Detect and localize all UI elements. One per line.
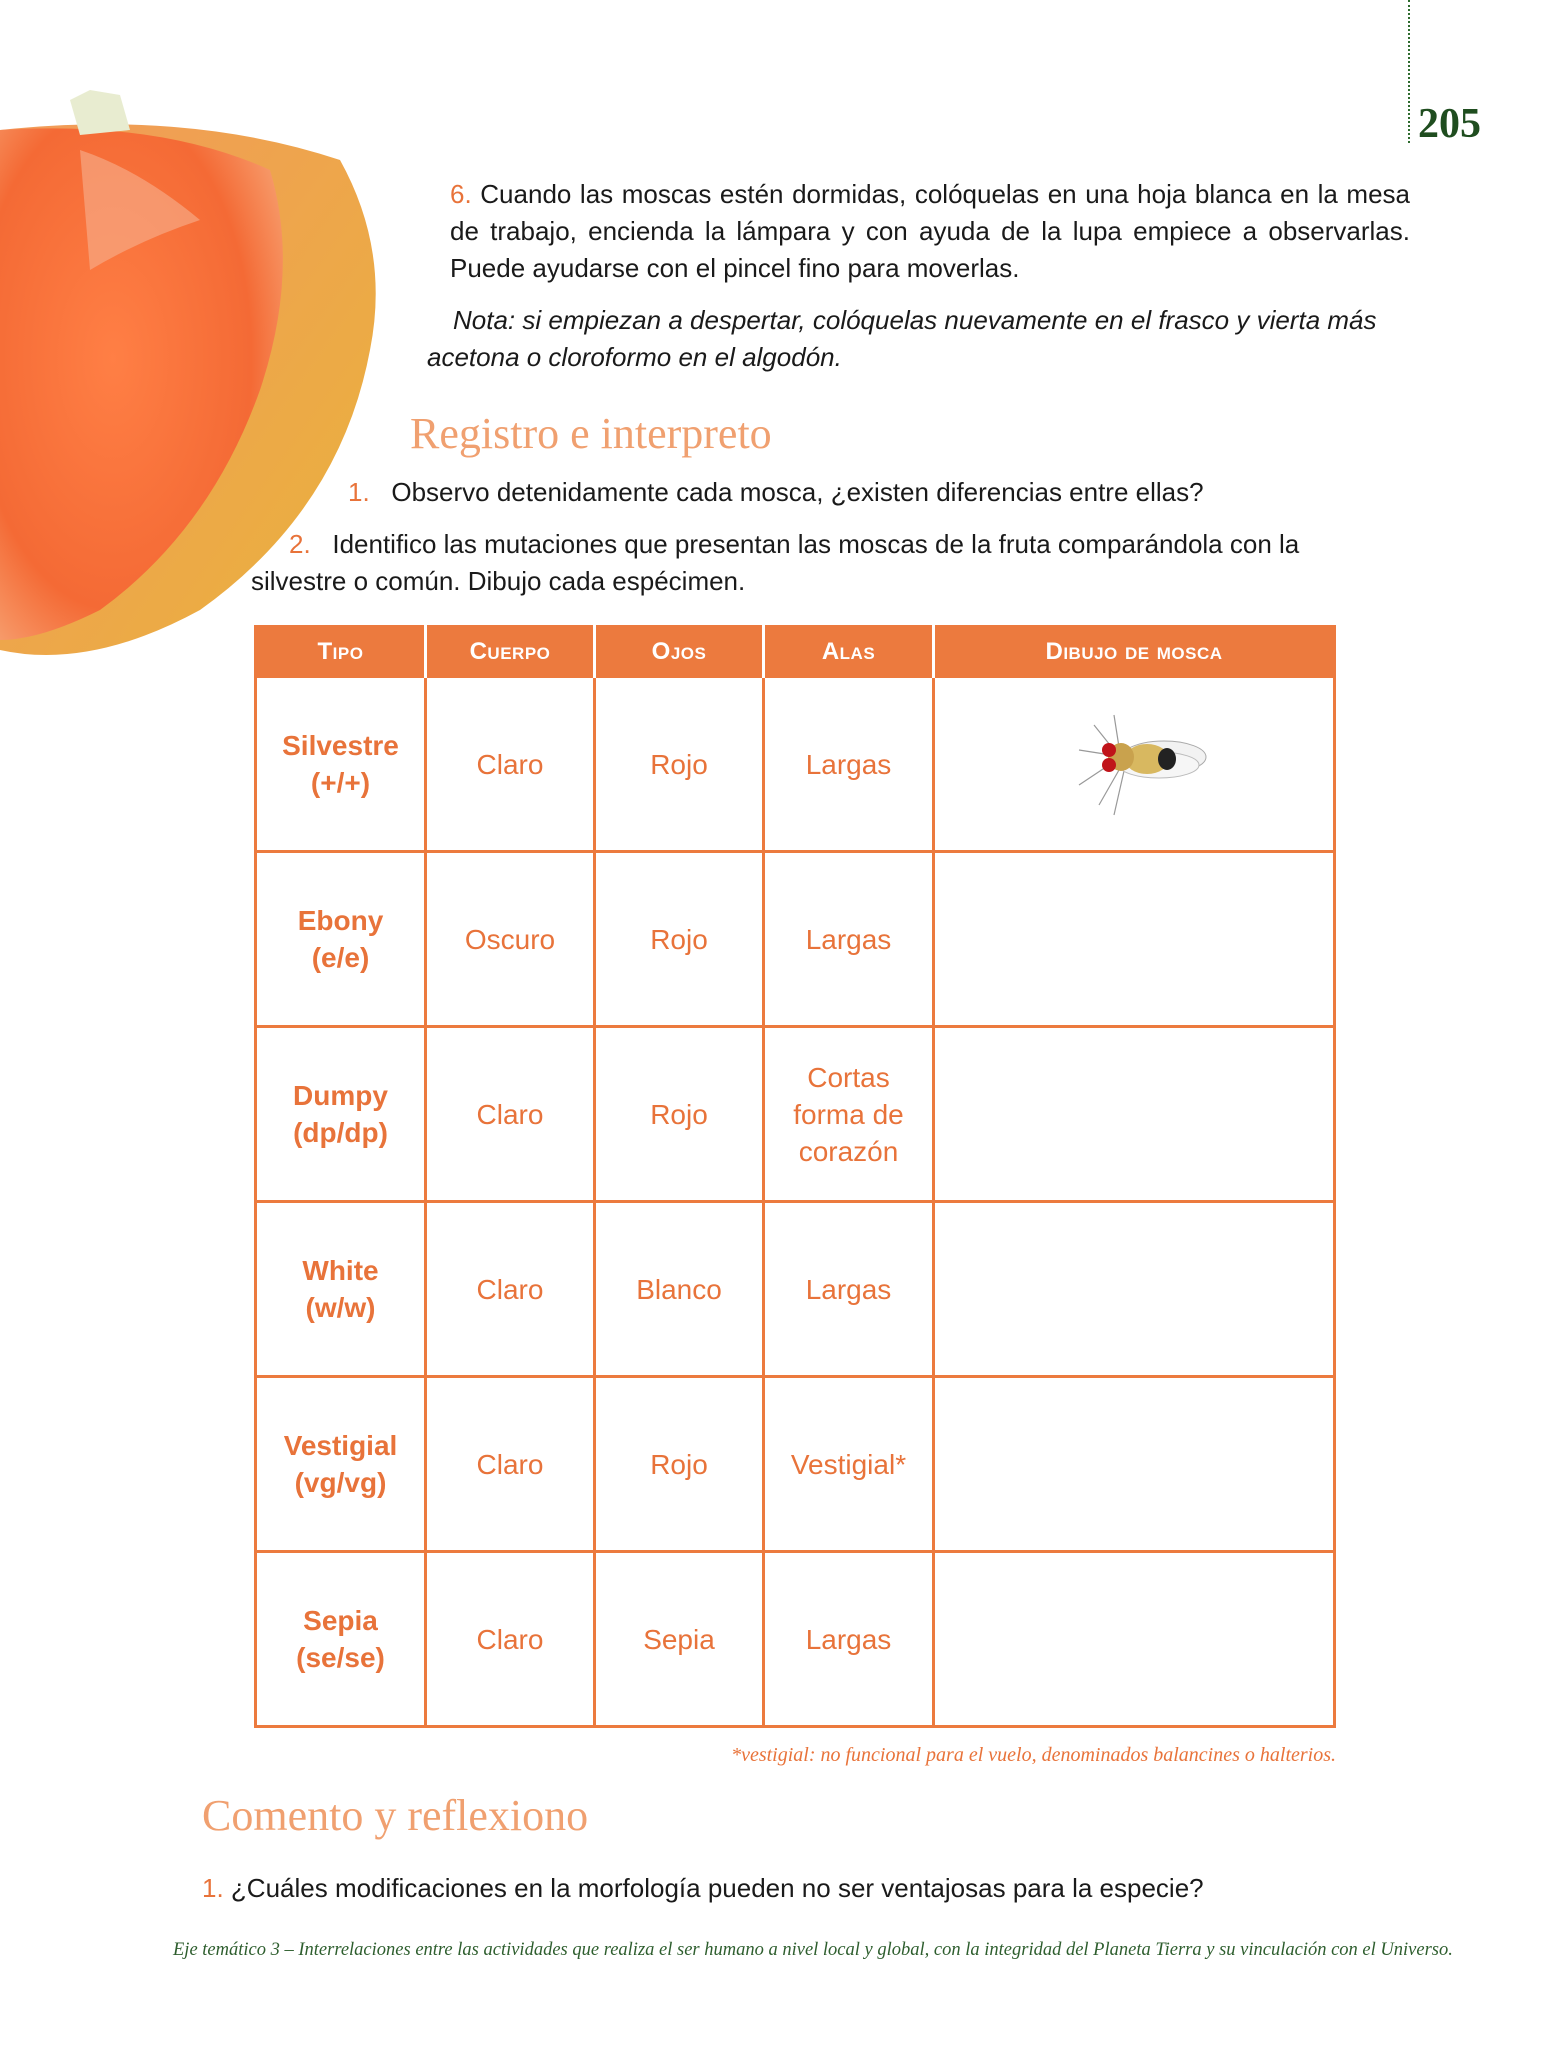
table-header-row [256,627,1335,677]
section-heading-comento: Comento y reflexiono [202,1791,589,1840]
cell-ojos: Blanco [595,1202,764,1377]
header-ojos: Ojos [595,627,764,677]
question-2 [251,526,1401,600]
cell-drawing[interactable] [934,1552,1335,1727]
cell-cuerpo: Claro [426,677,595,852]
cell-cuerpo: Claro [426,1027,595,1202]
cell-alas: Vestigial* [764,1377,934,1552]
cell-cuerpo: Oscuro [426,852,595,1027]
cell-alas: Cortas forma de corazón [764,1027,934,1202]
table-footnote: *vestigial: no funcional para el vuelo, denominados balancines o halterios. [731,1744,1336,1766]
question-number: 1. [348,477,370,507]
question-number: 1. [202,1873,224,1903]
header-tipo: Tipo [256,627,426,677]
cell-drawing[interactable] [934,1027,1335,1202]
cell-alas: Largas [764,852,934,1027]
cell-ojos: Rojo [595,1027,764,1202]
cell-cuerpo: Claro [426,1552,595,1727]
cell-alas: Largas [764,1202,934,1377]
cell-tipo: Silvestre (+/+) [256,677,426,852]
table-row [256,852,1335,1027]
step-number: 6. [450,179,472,209]
step-6-paragraph [450,176,1410,287]
cell-ojos: Rojo [595,1377,764,1552]
cell-alas: Largas [764,677,934,852]
mutations-table [254,625,1336,1728]
question-1 [348,474,1204,511]
cell-ojos: Rojo [595,852,764,1027]
cell-drawing[interactable] [934,1202,1335,1377]
cell-ojos: Rojo [595,677,764,852]
cell-tipo: Vestigial (vg/vg) [256,1377,426,1552]
page-number: 205 [1418,101,1481,147]
header-alas: Alas [764,627,934,677]
cell-drawing[interactable] [934,852,1335,1027]
table-row [256,1552,1335,1727]
margin-divider [1408,0,1410,143]
question-text: Identifico las mutaciones que presentan las moscas de la fruta comparándola con la silvestre o común. Dibujo cada espécimen. [251,529,1300,596]
cell-ojos: Sepia [595,1552,764,1727]
cell-drawing[interactable] [934,1377,1335,1552]
header-cuerpo: Cuerpo [426,627,595,677]
table-row [256,1027,1335,1202]
cell-tipo: White (w/w) [256,1202,426,1377]
table-row [256,1202,1335,1377]
fruit-fly-image [1059,695,1209,825]
reflection-question-1 [202,1870,1204,1907]
question-text: Observo detenidamente cada mosca, ¿existen diferencias entre ellas? [391,477,1204,507]
cell-alas: Largas [764,1552,934,1727]
header-dibujo: Dibujo de mosca [934,627,1335,677]
note-paragraph: Nota: si empiezan a despertar, colóquelas nuevamente en el frasco y vierta más acetona o cloroformo en el algodón. [427,305,1377,372]
question-text: ¿Cuáles modificaciones en la morfología pueden no ser ventajosas para la especie? [230,1873,1204,1903]
cell-cuerpo: Claro [426,1202,595,1377]
cell-tipo: Dumpy (dp/dp) [256,1027,426,1202]
cell-tipo: Ebony (e/e) [256,852,426,1027]
cell-cuerpo: Claro [426,1377,595,1552]
cell-tipo: Sepia (se/se) [256,1552,426,1727]
question-number: 2. [289,529,311,559]
cell-drawing[interactable] [934,677,1335,852]
step-text: Cuando las moscas estén dormidas, colóquelas en una hoja blanca en la mesa de trabajo, encienda la lámpara y con ayuda de la lupa empiece a observarlas. Puede ayudarse con el pincel fino para moverlas. [450,179,1411,283]
table-row [256,1377,1335,1552]
section-heading-registro: Registro e interpreto [410,409,772,458]
table-row [256,677,1335,852]
page-footer: Eje temático 3 – Interrelaciones entre las actividades que realiza el ser humano a nivel local y global, con la integridad del Planeta Tierra y su vinculación con el Universo. [173,1940,1453,1960]
